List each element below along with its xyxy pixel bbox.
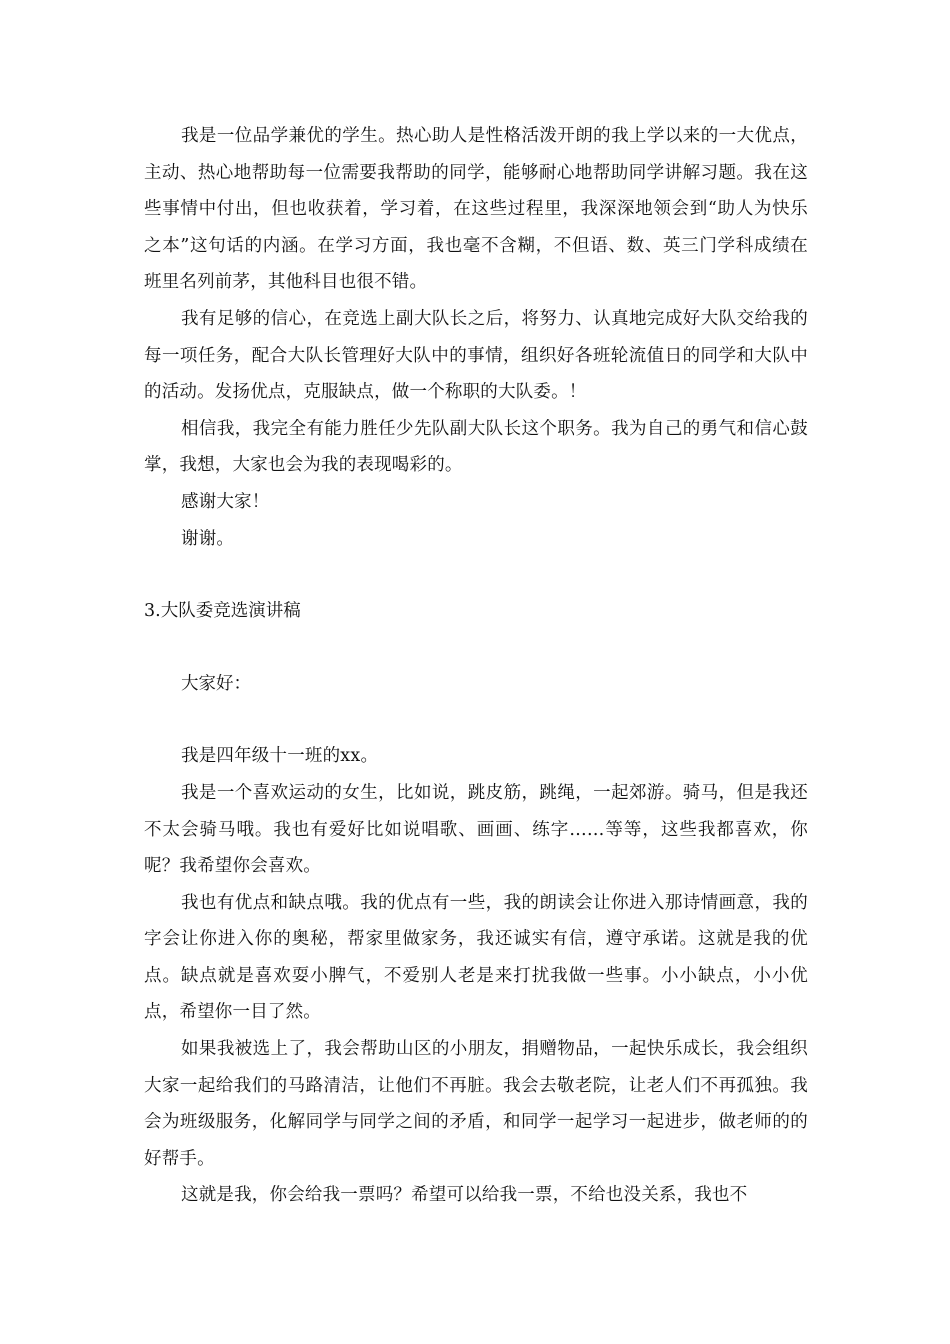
paragraph-intro: 我是四年级十一班的xx。 [181, 746, 379, 767]
paragraph-strengths-weaknesses: 我也有优点和缺点哦。我的优点有一些，我的朗读会让你进入那诗情画意，我的字会让你进入你的奥秘，帮家里做家务，我还诚实有信，遵守承诺。这就是我的优点。缺点就是喜欢耍小脾气，不爱别人老是来打扰我做一些事。小小缺点，小小优点，希望你一目了然。 [144, 892, 808, 1023]
greeting: 大家好： [181, 673, 251, 694]
document-body [144, 118, 808, 1214]
paragraph-hobbies: 我是一个喜欢运动的女生，比如说，跳皮筋，跳绳，一起郊游。骑马，但是我还不太会骑马哦。我也有爱好比如说唱歌、画画、练字……等等，这些我都喜欢，你呢？我希望你会喜欢。 [144, 782, 808, 877]
paragraph-self-intro-merits: 我是一位品学兼优的学生。热心助人是性格活泼开朗的我上学以来的一大优点，主动、热心地帮助每一位需要我帮助的同学，能够耐心地帮助同学讲解习题。我在这些事情中付出，但也收获着，学习着，在这些过程里，我深深地领会到“助人为快乐之本”这句话的内涵。在学习方面，我也毫不含糊，不但语、数、英三门学科成绩在班里名列前茅，其他科目也很不错。 [144, 126, 808, 293]
paragraph-vote-request: 这就是我，你会给我一票吗？希望可以给我一票，不给也没关系，我也不 [181, 1185, 748, 1206]
paragraph-thanks-all: 感谢大家！ [181, 491, 270, 512]
section-heading: 3.大队委竞选演讲稿 [144, 601, 301, 622]
paragraph-thank-you: 谢谢。 [181, 528, 235, 549]
paragraph-plans: 如果我被选上了，我会帮助山区的小朋友，捐赠物品，一起快乐成长，我会组织大家一起给我们的马路清洁，让他们不再脏。我会去敬老院，让老人们不再孤独。我会为班级服务，化解同学与同学之间的矛盾，和同学一起学习一起进步，做老师的的好帮手。 [144, 1039, 808, 1169]
paragraph-believe-me: 相信我，我完全有能力胜任少先队副大队长这个职务。我为自己的勇气和信心鼓掌，我想，大家也会为我的表现喝彩的。 [144, 418, 808, 476]
paragraph-confidence: 我有足够的信心，在竞选上副大队长之后，将努力、认真地完成好大队交给我的每一项任务，配合大队长管理好大队中的事情，组织好各班轮流值日的同学和大队中的活动。发扬优点，克服缺点，做一个称职的大队委。！ [144, 308, 808, 403]
